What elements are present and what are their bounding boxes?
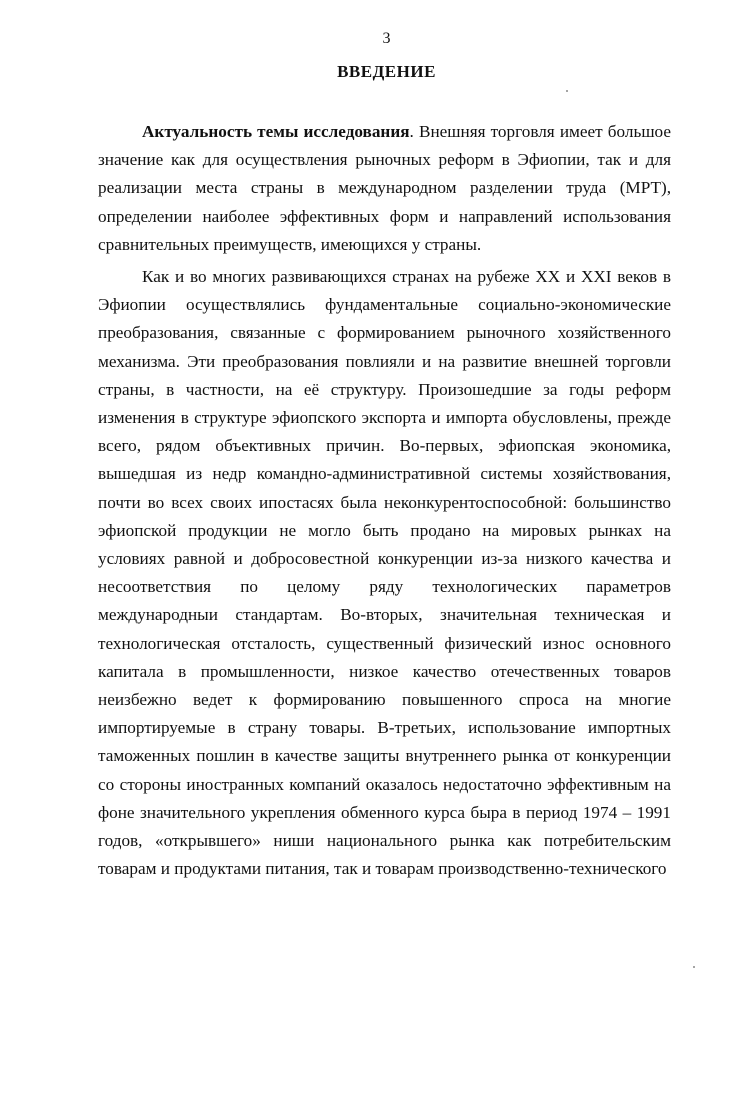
- body-text: [98, 118, 671, 887]
- paragraph-relevance: [98, 118, 671, 259]
- relevance-heading-punct: .: [409, 122, 414, 141]
- scan-speck: [693, 966, 695, 968]
- relevance-text: Внешняя торговля имеет большое значение как для осуществления рыночных реформ в Эфиопии, так и для реализации места страны в международном разделении труда (МРТ), определении наиболее эффективных форм и направлений использования сравнительных преимуществ, имеющихся у страны.: [98, 122, 671, 254]
- relevance-heading: Актуальность темы исследования: [142, 122, 410, 141]
- scan-speck: [566, 90, 568, 92]
- page-title: ВВЕДЕНИЕ: [337, 62, 436, 81]
- page-number: 3: [382, 30, 391, 47]
- paragraph-reforms: Как и во многих развивающихся странах на рубеже XX и XXI веков в Эфиопии осуществлялись фундаментальные социально-экономические преобразования, связанные с формированием рыночного хозяйственного механизма. Эти преобразования повлияли и на развитие внешней торговли страны, в частности, на её структуру. Произошедшие за годы реформ изменения в структуре эфиопского экспорта и импорта обусловлены, прежде всего, рядом объективных причин. Во-первых, эфиопская экономика, вышедшая из недр командно-административной системы хозяйствования, почти во всех своих ипостасях была неконкурентоспособной: большинство эфиопской продукции не могло быть продано на мировых рынках на условиях равной и добросовестной конкуренции из-за низкого качества и несоответствия по целому ряду технологических параметров международныи стандартам. Во-вторых, значительная техническая и технологическая отсталость, существенный физический износ основного капитала в промышленности, низкое качество отечественных товаров неизбежно ведет к формированию повышенного спроса на многие импортируемые в страну товары. В-третьих, использование импортных таможенных пошлин в качестве защиты внутреннего рынка от конкуренции со стороны иностранных компаний оказалось недостаточно эффективным на фоне значительного укрепления обменного курса быра в период 1974 – 1991 годов, «открывшего» ниши национального рынка как потребительским товарам и продуктами питания, так и товарам производственно-технического: [98, 267, 671, 879]
